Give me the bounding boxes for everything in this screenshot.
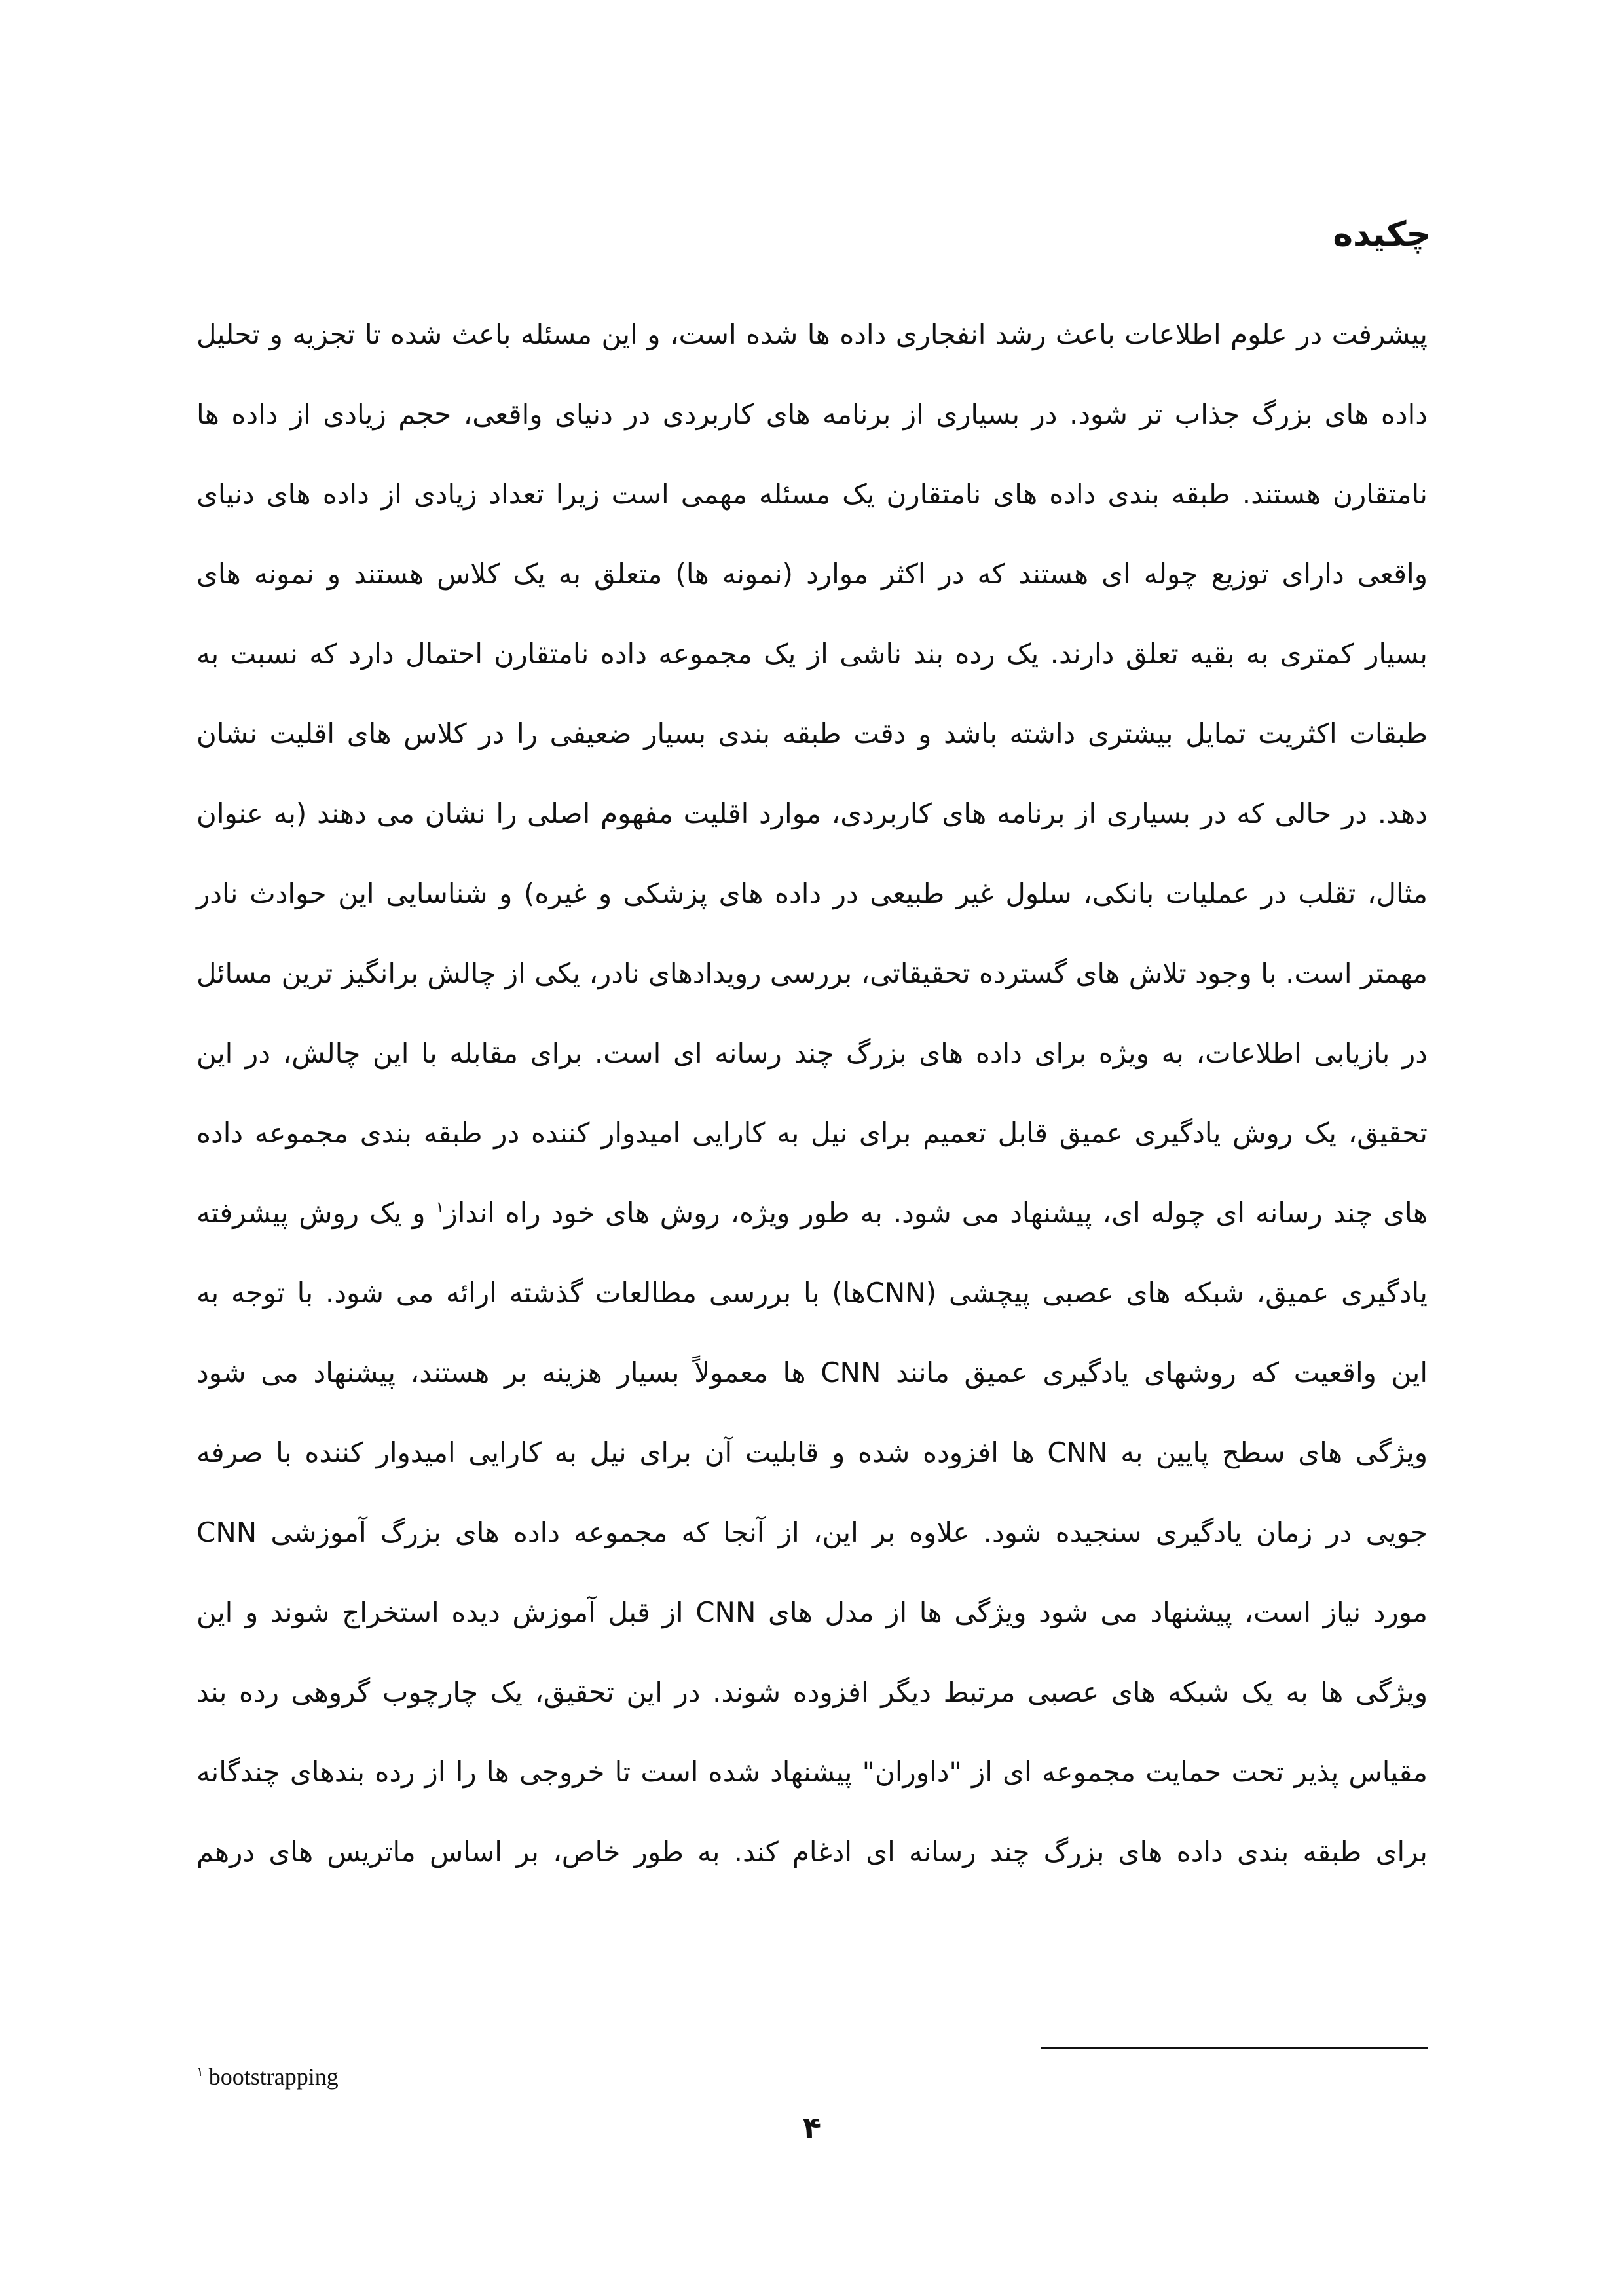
text-line: تحقیق، یک روش یادگیری عمیق قابل تعمیم برای نیل به کارایی امیدوار کننده در طبقه بندی مجموعه داده [196, 1117, 1428, 1149]
footnote [196, 2061, 339, 2092]
footnote-reference[interactable]: ۱ [435, 1198, 445, 1216]
text-line: در بازیابی اطلاعات، به ویژه برای داده های بزرگ چند رسانه ای است. برای مقابله با این چالش، در این [196, 1037, 1428, 1069]
footnote-text: bootstrapping [208, 2064, 339, 2090]
footnote-divider [1041, 2047, 1428, 2049]
text-line: مثال، تقلب در عملیات بانکی، سلول غیر طبیعی در داده های پزشکی و غیره) و شناسایی این حوادث نادر [196, 877, 1428, 909]
text-line: ویژگی ها به یک شبکه های عصبی مرتبط دیگر افزوده شوند. در این تحقیق، یک چارچوب گروهی رده بند [196, 1676, 1428, 1708]
text-line: برای طبقه بندی داده های بزرگ چند رسانه ای ادغام کند. به طور خاص، بر اساس ماتریس های درهم [196, 1836, 1428, 1868]
abstract-paragraph [196, 295, 1428, 1892]
text-line: مهمتر است. با وجود تلاش های گسترده تحقیقاتی، بررسی رویدادهای نادر، یکی از چالش برانگیز ترین مسائل [196, 957, 1428, 989]
footnote-mark: ۱ [196, 2064, 204, 2079]
text-line: دهد. در حالی که در بسیاری از برنامه های کاربردی، موارد اقلیت مفهوم اصلی را نشان می دهند (به عنوان [196, 797, 1428, 829]
text-line: بسیار کمتری به بقیه تعلق دارند. یک رده بند ناشی از یک مجموعه داده نامتقارن احتمال دارد که نسبت به [196, 638, 1428, 670]
text-line: پیشرفت در علوم اطلاعات باعث رشد انفجاری داده ها شده است، و این مسئله باعث شده تا تجزیه و تحلیل [196, 318, 1428, 350]
text-line: نامتقارن هستند. طبقه بندی داده های نامتقارن یک مسئله مهمی است زیرا تعداد زیادی از داده های دنیای [196, 478, 1428, 510]
text-line: داده های بزرگ جذاب تر شود. در بسیاری از برنامه های کاربردی در دنیای واقعی، حجم زیادی از داده ها [196, 398, 1428, 430]
text-line: طبقات اکثریت تمایل بیشتری داشته باشد و دقت طبقه بندی بسیار ضعیفی را در کلاس های اقلیت نشان [196, 718, 1428, 750]
text-line: ویژگی های سطح پایین به CNN ها افزوده شده و قابلیت آن برای نیل به کارایی امیدوار کننده با صرفه [196, 1436, 1428, 1468]
text-line: این واقعیت که روشهای یادگیری عمیق مانند CNN ها معمولاً بسیار هزینه بر هستند، پیشنهاد می شود [196, 1357, 1428, 1389]
text-line: واقعی دارای توزیع چوله ای هستند که در اکثر موارد (نمونه ها) متعلق به یک کلاس هستند و نمونه های [196, 558, 1428, 590]
page-number: ۴ [802, 2110, 822, 2145]
text-line: جویی در زمان یادگیری سنجیده شود. علاوه بر این، از آنجا که مجموعه داده های بزرگ آموزشی CNN [196, 1516, 1428, 1548]
text-line: مقیاس پذیر تحت حمایت مجموعه ای از "داوران" پیشنهاد شده است تا خروجی ها را از رده بندهای چندگانه [196, 1756, 1428, 1788]
text-line: یادگیری عمیق، شبکه های عصبی پیچشی (CNNها) با بررسی مطالعات گذشته ارائه می شود. با توجه به [196, 1277, 1428, 1309]
text-segment: های چند رسانه ای چوله ای، پیشنهاد می شود. به طور ویژه، روش های خود راه انداز [444, 1197, 1428, 1229]
text-segment: و یک روش پیشرفته [196, 1197, 436, 1229]
text-line: مورد نیاز است، پیشنهاد می شود ویژگی ها از مدل های CNN از قبل آموزش دیده استخراج شوند و این [196, 1596, 1428, 1628]
section-heading: چکیده [1333, 215, 1431, 254]
text-line-with-footnote [196, 1173, 1428, 1253]
